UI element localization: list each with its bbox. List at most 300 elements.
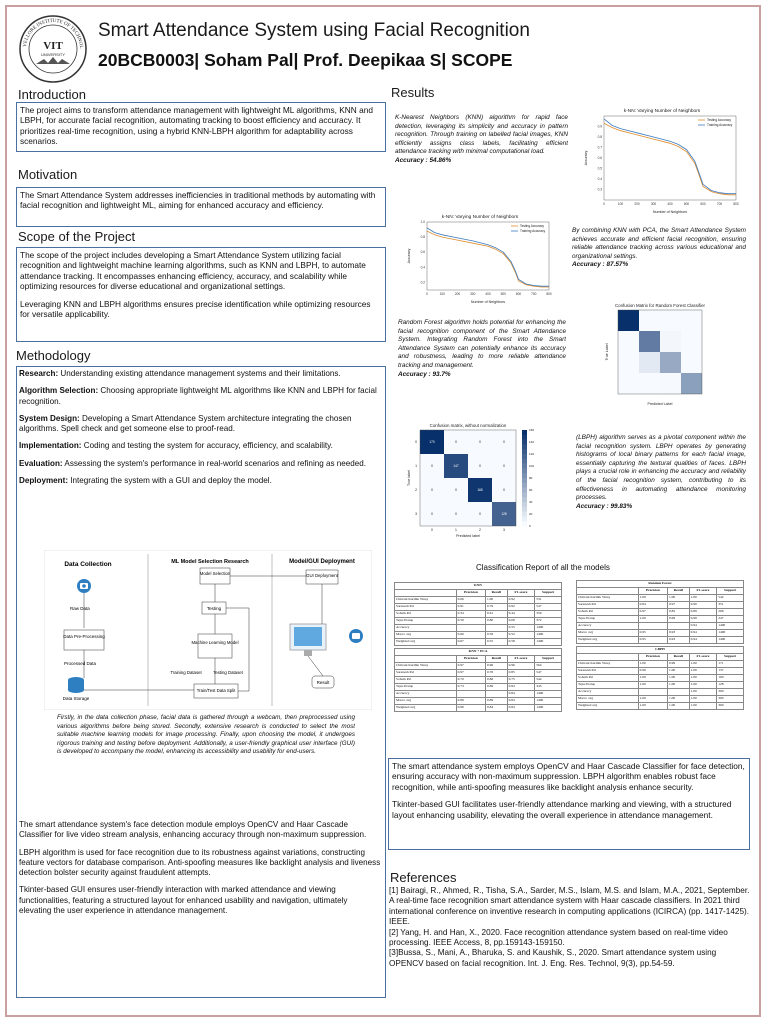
table-cell: 300 [717,689,744,696]
cell-value: 0 [479,512,481,517]
heatmap-cell [618,373,639,394]
cell-value: 128 [501,512,507,517]
table-cell: 0.34 [456,611,485,618]
diagram-col-data-collection: Data Collection [64,561,112,568]
cell-value: 165 [477,488,483,493]
colorbar-step [522,430,527,435]
methodology-step-text: Understanding existing attendance management systems and their limitations. [58,369,341,378]
cell-value: 0 [503,440,505,445]
y-tick-label: 2 [415,488,417,492]
report-table-knn [394,582,562,646]
table-cell: 0.84 [485,705,507,712]
table-cell: 1400 [535,698,562,705]
table-cell: 0.99 [638,668,667,675]
table-cell: Weighted avg [577,703,639,710]
table-cell: 0.44 [507,611,535,618]
table-cell: Tejas Pratap [577,682,639,689]
university-logo [18,14,88,84]
chart-title: k-NN: Varying Number of Neighbors [441,215,519,220]
motivation-heading: Motivation [18,167,78,182]
table-cell: Chitrani Karthik Vinay [577,595,639,602]
table-cell: 1.00 [638,675,667,682]
methodology-step [19,386,379,407]
colorbar-tick: 40 [529,500,533,504]
x-tick-label: 300 [650,202,657,206]
table-cell: 1.00 [689,668,717,675]
table-cell: 0.89 [485,684,507,691]
x-tick-label: 2 [479,528,481,532]
table-row [395,618,562,625]
table-cell [456,691,485,698]
table-caption: KNN [395,583,562,590]
table-cell: 1400 [535,705,562,712]
colorbar-step [522,483,527,488]
diagram-storage: Data Storage [62,696,90,701]
heatmap-cell [660,310,681,331]
table-cell: Accuracy [577,689,639,696]
table-cell: 0.76 [485,670,507,677]
y-tick-label: 0.9 [597,124,602,129]
heatmap-cell [618,310,639,331]
heatmap-cell [639,331,660,352]
methodology-step-text: Assessing the system's performance in real-world scenarios and refining as needed. [62,458,367,468]
x-tick-label: 300 [470,292,476,296]
diagram-col-deployment: Model/GUI Deployment [289,559,355,565]
table-header-cell: F1-score [507,656,535,663]
methodology-paragraphs [19,820,381,996]
cell-value: 0 [455,488,457,493]
table-cell [638,623,667,630]
table-cell [456,625,485,632]
table-cell: 1.00 [667,675,689,682]
diagram-ml-model: Machine Learning Model [191,640,239,645]
introduction-box [16,102,386,152]
pca-accuracy: Accuracy : 87.57% [572,261,629,269]
table-row [395,663,562,670]
table-header-cell: F1-score [689,654,717,661]
table-cell: Weighted avg [395,639,457,646]
table-row [395,691,562,698]
chart-title: Confusion matrix, without normalization [429,423,507,428]
table-cell: 0.95 [638,637,667,644]
table-cell: 0.84 [507,684,535,691]
cell-value: 0 [431,464,433,469]
table-cell: 351 [717,602,744,609]
methodology-step [19,459,379,469]
table-row [577,668,744,675]
table-row [577,637,744,644]
table-cell: 0.99 [667,616,689,623]
colorbar-step [522,464,527,469]
lbph-description [576,434,746,542]
table-cell: 0.84 [638,602,667,609]
plot-area [604,116,736,200]
table-header-cell: Support [717,588,744,595]
table-cell: 1.00 [667,696,689,703]
colorbar-tick: 80 [529,476,533,480]
colorbar-tick: 100 [529,464,535,468]
table-cell: Chitrani Karthik Vinay [395,663,457,670]
reference-item: [1] Bairagi, R., Ahmed, R., Tisha, S.A., Sarder, M.S., Islam, M.S. and Islam, M.A., 2021, September. A real-time face recognition smart attendance system with Haar cascade classifiers. In 2021 third international conference on inventive research in computing applications (ICIRCA) (pp. 1417-1425). IEEE. [389,886,750,927]
diagram-testing-dataset: Testing Dataset [213,670,243,675]
table-cell: 1.00 [667,703,689,710]
scope-paragraph-2: Leveraging KNN and LBPH algorithms ensures precise identification while optimizing resources for versatile applicability. [20,298,371,320]
table-cell: Tejas Pratap [577,616,639,623]
knn-text: K-Nearest Neighbors (KNN) algorithm for rapid face detection, leveraging its simplicity and accuracy in pattern recognition. Through training on labelled facial images, KNN efficiently assigns class labels, facilitating efficient attendance tracking with minimal computational load. [395,114,568,156]
table-cell: 372 [535,618,562,625]
x-axis-label: Number of Neighbors [470,300,506,304]
methodology-heading: Methodology [16,348,91,363]
table-cell: 0.86 [485,677,507,684]
table-row [395,597,562,604]
table-cell: 0.70 [456,677,485,684]
x-tick-label: 200 [634,202,640,206]
table-cell: 0.52 [507,632,535,639]
logo-mark: VIT [43,40,63,52]
x-tick-label: 600 [700,202,706,206]
table-cell: 0.92 [507,604,535,611]
table-cell: 0.96 [485,663,507,670]
x-tick-label: 400 [485,292,491,296]
table-cell: 0.91 [456,604,485,611]
table-cell: 137 [717,668,744,675]
legend-entry: Testing Accuracy [707,118,731,123]
table-header-cell [395,656,457,663]
report-title: Classification Report of all the models [476,563,610,572]
cell-value: 170 [429,440,435,445]
rf-confusion-matrix [580,296,740,408]
table-cell: 1400 [717,630,744,637]
table-cell: 1400 [717,637,744,644]
cell-value: 0 [431,512,433,517]
table-cell: 0.86 [456,698,485,705]
table-row [577,630,744,637]
table-header-cell: Support [535,656,562,663]
x-tick-label: 200 [454,292,461,296]
table-cell: 0.55 [485,639,507,646]
colorbar-tick: 160 [529,428,535,432]
diagram-caption: Firstly, in the data collection phase, facial data is gathered through a webcam, then preprocessed using various algorithms before being stored. Secondly, extensive research is conducted to select the most suitable machine learning models for image processing. Finally, upon choosing the model, it undergoes rigorous training and testing before deployment. Additionally, a user-friendly graphical user interface (GUI) is developed to accompany the model, enhancing its accessibility and usability for end-users. [57,714,355,756]
diagram-training-dataset: Training Dataset [170,670,202,675]
table-row [395,632,562,639]
colorbar-step [522,502,527,507]
y-axis-label: Accuracy [407,248,411,264]
lbph-confusion-matrix [400,418,560,546]
colorbar-step [522,473,527,478]
table-cell: 0.60 [456,632,485,639]
y-tick-label: 0.2 [420,280,425,285]
table-cell: 0.94 [689,637,717,644]
methodology-step-label: Deployment: [19,476,69,486]
table-cell: 1.00 [667,668,689,675]
methodology-step-text: Developing a Smart Attendance System architecture integrating the chosen algorithms. Spell check and get someone else to proof-read. [19,413,352,434]
table-cell: 1400 [535,632,562,639]
heatmap-cell [639,352,660,373]
table-cell: 1.00 [638,616,667,623]
table-cell: 0.61 [485,611,507,618]
table-cell: 0.90 [689,602,717,609]
rf-description [398,319,566,395]
table-cell: 542 [717,595,744,602]
heatmap-cell [681,310,702,331]
scope-heading: Scope of the Project [18,229,136,244]
table-cell: 0.84 [507,698,535,705]
table-cell: 1.00 [689,703,717,710]
methodology-step-label: Research: [19,369,59,378]
colorbar-tick: 0 [529,524,531,528]
table-cell: 1.00 [689,661,717,668]
colorbar-step [522,444,527,449]
table-cell: 1.00 [689,682,717,689]
colorbar-step [522,459,527,464]
knn-accuracy-chart-2 [405,210,555,306]
methodology-step [19,441,379,451]
report-table-knn-pca [394,648,562,712]
y-tick-label: 0.8 [420,235,425,240]
colorbar-step [522,512,527,517]
x-tick-label: 0 [426,292,428,296]
y-tick-label: 0.7 [597,145,602,150]
x-tick-label: 0 [603,202,605,206]
table-cell: 1.00 [689,675,717,682]
methodology-step-label: Algorithm Selection: [19,386,99,396]
table-row [395,604,562,611]
table-cell: 1.00 [689,689,717,696]
diagram-processed: Processed Data [64,661,97,666]
table-cell: 0.58 [507,639,535,646]
poster-subtitle: 20BCB0003| Soham Pal| Prof. Deepikaa S| SCOPE [98,50,513,70]
table-cell: 0.79 [485,604,507,611]
knn-accuracy-chart-1 [582,104,742,216]
table-cell: Accuracy [395,691,457,698]
methodology-step [19,369,379,379]
colorbar-tick: 20 [529,512,533,516]
report-table-rf [576,580,744,644]
table-header-cell: Precision [638,588,667,595]
table-cell: Macro avg [395,698,457,705]
table-cell: Weighted avg [395,705,457,712]
table-cell: Accuracy [577,623,639,630]
x-tick-label: 500 [683,202,690,206]
legend-entry: Training Accuracy [520,229,546,234]
methodology-step-label: Evaluation: [19,458,63,468]
table-row [577,623,744,630]
diagram-model-selection: Model Selection [199,571,231,576]
x-tick-label: 700 [531,292,537,296]
table-cell: Saranesh Pal [577,668,639,675]
methodology-step-label: Implementation: [19,441,82,451]
diagram-col-ml: ML Model Selection Research [171,559,249,565]
y-tick-label: 0 [415,440,417,444]
table-cell: 1.00 [638,696,667,703]
table-cell: 0.50 [456,618,485,625]
table-header-cell: Recall [485,590,507,597]
colorbar-step [522,440,527,445]
table-cell: Soham Pal [577,675,639,682]
colorbar-step [522,478,527,483]
motivation-box [16,187,386,227]
table-cell: 0.99 [689,616,717,623]
table-header-cell: F1-score [689,588,717,595]
reference-item: [3]Bussa, S., Mani, A., Bharuka, S. and Kaushik, S., 2020. Smart attendance system using OPENCV based on facial recognition. Int. J. Eng. Res. Technol, 9(3), pp.54-59. [389,948,717,968]
results-paragraph-2: Tkinter-based GUI facilitates user-friendly attendance marking and viewing, with a structured layout enhancing usability, elevating the overall experience in attendance management. [392,799,732,820]
table-cell: 0.59 [485,632,507,639]
x-tick-label: 100 [617,202,624,206]
x-tick-label: 1 [455,528,457,532]
table-cell: 0.80 [485,618,507,625]
table-cell: 0.93 [667,637,689,644]
report-table-lbph [576,646,744,710]
colorbar-tick: 140 [529,440,535,444]
pipeline-diagram [44,550,372,710]
table-header-cell: Precision [638,654,667,661]
table-cell: 300 [717,703,744,710]
table-row [577,703,744,710]
cell-value: 0 [455,512,457,517]
results-paragraph-1: The smart attendance system employs OpenCV and Haar Cascade Classifier for face detection, ensuring accuracy with non-maximum suppression. LBPH algorithm enables robust face recognition, while anti-spoofing measures like backlight analysis enhance security. [392,761,745,792]
table-cell: 345 [535,684,562,691]
x-tick-label: 800 [546,292,552,296]
table-cell: Soham Pal [577,609,639,616]
chart-title: Confusion Matrix for Random Forest Classifier [614,303,706,308]
cell-value: 0 [455,440,457,445]
heatmap-cell [681,331,702,352]
table-cell: Tejas Pratap [395,684,457,691]
x-tick-label: 800 [733,202,739,206]
motivation-text: The Smart Attendance System addresses inefficiencies in traditional methods by automating with facial recognition and lightweight ML, aiming for enhanced accuracy and efficiency. [20,190,376,211]
references-list [389,886,753,1016]
table-cell: 0.67 [456,639,485,646]
table-cell: 0.84 [507,691,535,698]
table-cell: 547 [535,604,562,611]
table-cell: 564 [535,663,562,670]
methodology-step [19,414,379,435]
table-row [395,677,562,684]
table-row [395,611,562,618]
table-cell: 1.00 [689,696,717,703]
x-tick-label: 0 [431,528,433,532]
table-cell [485,691,507,698]
diagram-result: Result [316,680,330,685]
table-cell: 0.94 [689,623,717,630]
colorbar-tick: 60 [529,488,533,492]
table-cell: 0.82 [667,609,689,616]
reference-item: [2] Yang, H. and Han, X., 2020. Face recognition attendance system based on real-time video processing. IEEE Access, 8, pp.159143-159150. [389,927,728,948]
cell-value: 147 [453,464,459,469]
table-cell: 1.00 [689,595,717,602]
x-tick-label: 600 [515,292,522,296]
table-header-cell [577,654,639,661]
pca-description [572,227,746,287]
colorbar-step [522,435,527,440]
table-cell: Accuracy [395,625,457,632]
methodology-step-text: Coding and testing the system for accuracy, efficiency, and scalability. [81,441,333,451]
x-axis-label: Number of Neighbors [652,210,688,214]
y-axis-label: True label [407,470,411,486]
table-cell: 0.89 [485,698,507,705]
diagram-gui: GUI Deployment [306,573,338,578]
table-cell: 531 [535,597,562,604]
introduction-text: The project aims to transform attendance management with lightweight ML algorithms, KNN and LBPH, for accurate facial recognition, automating tracking to boost efficiency and accuracy. It prioritizes real-time recognition, using a hybrid KNN-LBPH algorithm for adaptability across scenarios. [20,105,373,147]
table-cell: Chitrani Karthik Vinay [395,597,457,604]
table-cell: Weighted avg [577,637,639,644]
table-header-cell [577,588,639,595]
table-cell: 1400 [535,691,562,698]
heatmap-cell [681,352,702,373]
table-row [395,670,562,677]
heatmap-cell [639,310,660,331]
y-axis-label: Accuracy [584,150,588,166]
poster-title: Smart Attendance System using Facial Recognition [98,20,530,41]
rf-text: Random Forest algorithm holds potential for enhancing the facial recognition component of the Smart Attendance System. Integrating Random Forest into the Smart Attendance System can potentially enhance its accuracy and robustness, leading to more reliable attendance tracking and management. [398,319,566,369]
methodology-paragraph-3: Tkinter-based GUI ensures user-friendly interaction with marked attendance and viewing functionalities, featuring a structured layout for enhanced usability and navigation, ultimately elevating the user experience in attendance management. [19,885,348,916]
knn-description [395,114,568,184]
report-left [394,582,562,712]
colorbar-step [522,488,527,493]
rf-accuracy: Accuracy : 93.7% [398,370,451,378]
table-cell: 0.97 [456,670,485,677]
table-cell: 359 [535,611,562,618]
table-cell: 1.00 [667,682,689,689]
results-summary-box [388,758,750,850]
table-cell: 1400 [535,625,562,632]
table-caption: Random Forest [577,581,744,588]
colorbar-step [522,454,527,459]
cell-value: 0 [431,488,433,493]
table-cell: 1.00 [638,682,667,689]
table-row [577,689,744,696]
table-cell: 300 [717,696,744,703]
table-cell: Soham Pal [395,677,457,684]
colorbar-step [522,449,527,454]
lbph-accuracy: Accuracy : 99.83% [576,502,633,510]
table-cell: Macro avg [395,632,457,639]
colorbar-step [522,468,527,473]
methodology-step [19,476,379,486]
cell-value: 0 [503,464,505,469]
heatmap-cell [618,331,639,352]
table-header-cell: Recall [667,588,689,595]
table-cell: Chitrani Karthik Vinay [577,661,639,668]
table-cell: 128 [717,682,744,689]
table-cell: 0.08 [507,618,535,625]
diagram-testing: Testing [206,606,222,611]
heatmap-cell [660,373,681,394]
table-header-cell: Recall [485,656,507,663]
colorbar-step [522,507,527,512]
table-row [577,696,744,703]
table-cell [667,689,689,696]
table-row [395,705,562,712]
x-tick-label: 3 [503,528,505,532]
table-cell: 0.92 [507,597,535,604]
x-tick-label: 500 [500,292,506,296]
table-row [395,684,562,691]
table-cell: 0.93 [667,630,689,637]
table-cell: 100 [717,675,744,682]
table-cell: 0.96 [507,663,535,670]
heatmap-cell [618,352,639,373]
y-tick-label: 0.4 [420,265,425,270]
table-row [395,639,562,646]
table-cell: Saranesh Pal [395,670,457,677]
table-header-cell: Recall [667,654,689,661]
table-cell: 544 [535,677,562,684]
introduction-heading: Introduction [18,87,86,102]
table-cell: 0.85 [507,670,535,677]
table-header-cell: Precision [456,590,485,597]
table-cell: 1400 [535,639,562,646]
